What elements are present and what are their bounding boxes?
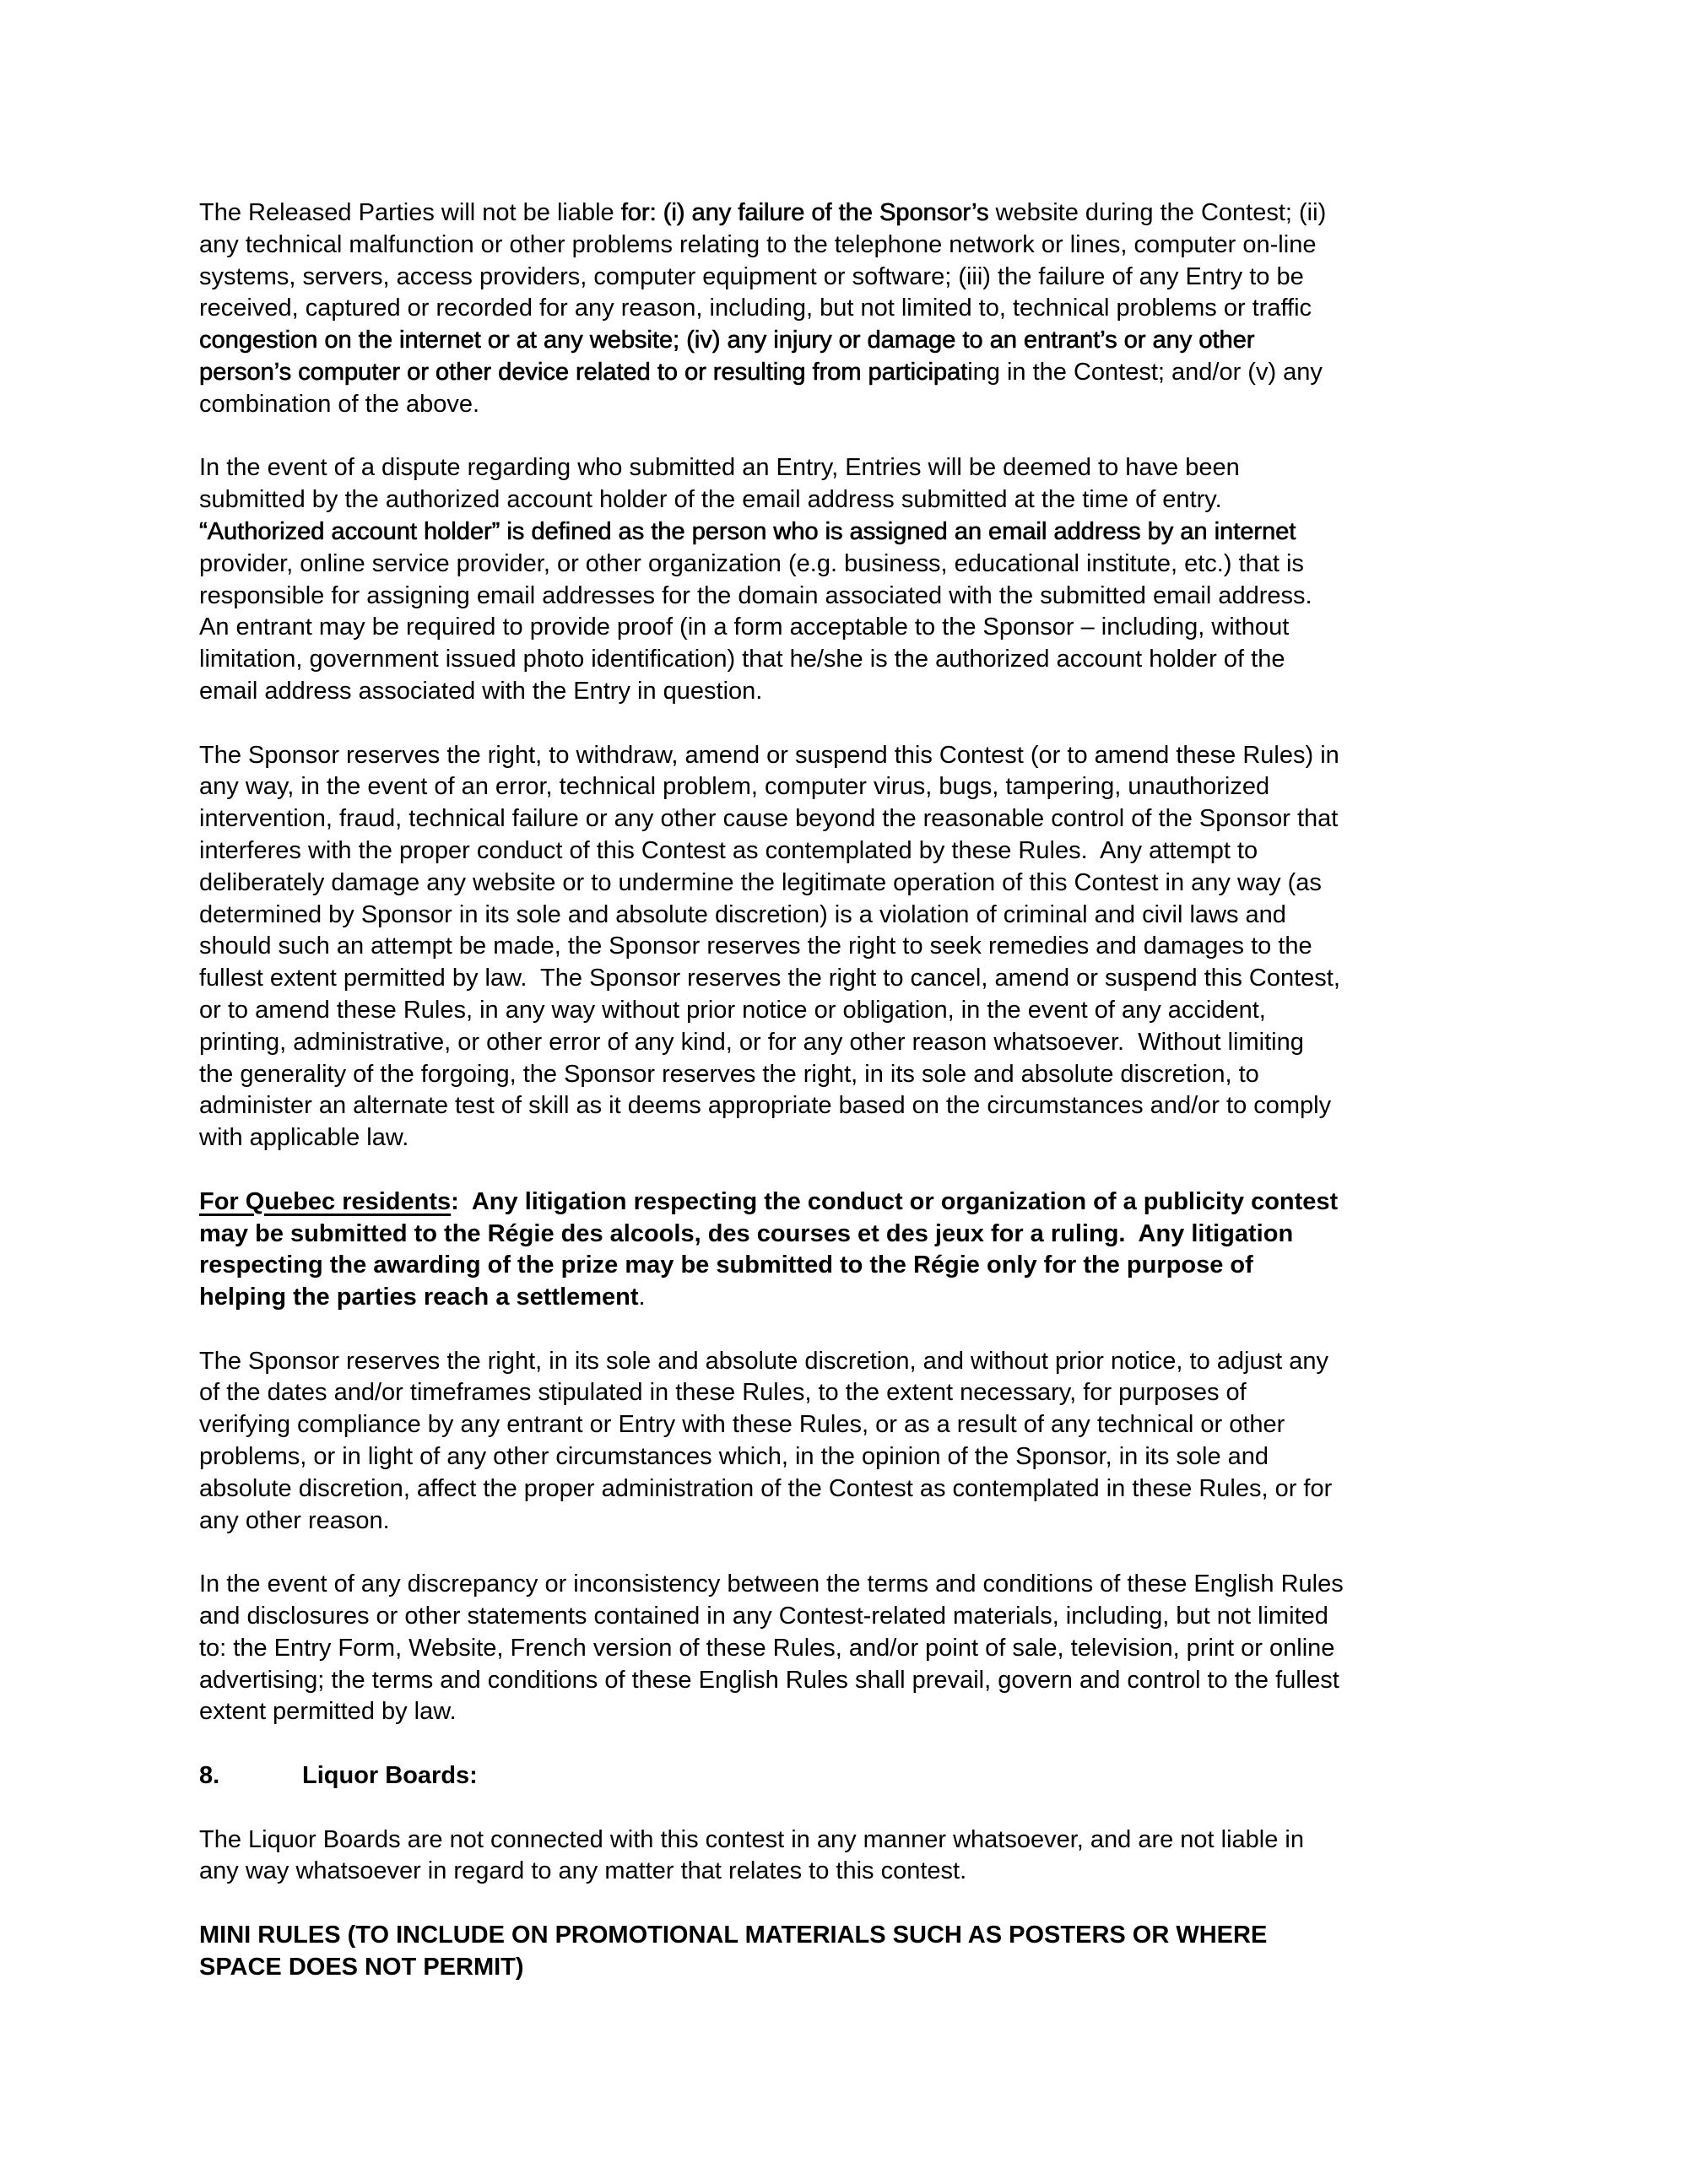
text-run: submitted by the authorized account holder of the email address submitted at the time of entry. bbox=[199, 486, 1222, 514]
sponsor-withdraw-amend-paragraph-line-2 bbox=[199, 771, 1503, 803]
sponsor-withdraw-amend-paragraph-line-12 bbox=[199, 1090, 1503, 1122]
text-run: of the dates and/or timeframes stipulated in these Rules, to the extent necessary, for purposes of bbox=[199, 1379, 1247, 1407]
quebec-residents-paragraph-line-3 bbox=[199, 1250, 1503, 1282]
adjust-dates-paragraph-line-5 bbox=[199, 1473, 1503, 1506]
text-run: An entrant may be required to provide proof (in a form acceptable to the Sponsor – including, without bbox=[199, 614, 1290, 641]
text-run: provider, online service provider, or other organization (e.g. business, educational institute, etc.) that is bbox=[199, 549, 1304, 577]
text-run: systems, servers, access providers, computer equipment or software; (iii) the failure of any Entry to be bbox=[199, 262, 1304, 290]
text-run: to: the Entry Form, Website, French version of these Rules, and/or point of sale, television, print or online bbox=[199, 1634, 1335, 1662]
text-run: : Any litigation respecting the conduct or organization of a publicity contest bbox=[451, 1187, 1339, 1215]
text-run: For Quebec residents bbox=[199, 1187, 452, 1215]
text-run: helping the parties reach a settlement bbox=[199, 1284, 639, 1311]
entry-dispute-paragraph-line-2 bbox=[199, 484, 1503, 516]
text-run: “Authorized account holder” is defined as the person who is assigned an email address by an internet bbox=[199, 517, 1296, 545]
text-run: combination of the above. bbox=[199, 390, 480, 418]
entry-dispute-paragraph bbox=[199, 452, 1503, 707]
english-rules-prevail-paragraph-line-2 bbox=[199, 1601, 1503, 1633]
english-rules-prevail-paragraph-line-1 bbox=[199, 1569, 1503, 1601]
adjust-dates-paragraph-line-3 bbox=[199, 1409, 1503, 1441]
text-run: limitation, government issued photo identification) that he/she is the authorized account holder of the bbox=[199, 646, 1285, 673]
text-run: absolute discretion, affect the proper administration of the Contest as contemplated in these Rules, or for bbox=[199, 1474, 1333, 1502]
released-parties-liability-paragraph-line-3 bbox=[199, 262, 1503, 294]
text-run: determined by Sponsor in its sole and absolute discretion) is a violation of criminal and civil laws and bbox=[199, 900, 1286, 928]
liquor-boards-paragraph bbox=[199, 1825, 1503, 1889]
released-parties-liability-paragraph-line-2 bbox=[199, 230, 1503, 262]
document-body bbox=[199, 197, 1503, 2015]
text-run: verifying compliance by any entrant or Entry with these Rules, or as a result of any technical or other bbox=[199, 1411, 1285, 1439]
text-run: or to amend these Rules, in any way without prior notice or obligation, in the event of any accident, bbox=[199, 996, 1266, 1024]
text-run: received, captured or recorded for any reason, including, but not limited to, technical problems or traffic bbox=[199, 295, 1312, 322]
adjust-dates-paragraph-line-2 bbox=[199, 1377, 1503, 1409]
text-run: MINI RULES (TO INCLUDE ON PROMOTIONAL MATERIALS SUCH AS POSTERS OR WHERE bbox=[199, 1922, 1268, 1949]
english-rules-prevail-paragraph bbox=[199, 1569, 1503, 1728]
text-run: interferes with the proper conduct of this Contest as contemplated by these Rules. Any attempt to bbox=[199, 836, 1258, 864]
text-run: website during the Contest; (ii) bbox=[988, 199, 1327, 226]
text-run: Liquor Boards: bbox=[302, 1762, 478, 1790]
quebec-residents-paragraph-line-4 bbox=[199, 1282, 1503, 1314]
sponsor-withdraw-amend-paragraph-line-5 bbox=[199, 868, 1503, 900]
sponsor-withdraw-amend-paragraph-line-11 bbox=[199, 1059, 1503, 1091]
entry-dispute-paragraph-line-3 bbox=[199, 516, 1503, 549]
english-rules-prevail-paragraph-line-3 bbox=[199, 1633, 1503, 1665]
sponsor-withdraw-amend-paragraph-line-6 bbox=[199, 900, 1503, 932]
text-run: deliberately damage any website or to undermine the legitimate operation of this Contest in any way (as bbox=[199, 868, 1322, 896]
quebec-residents-paragraph-line-1 bbox=[199, 1187, 1503, 1219]
liquor-boards-heading-line-1 bbox=[199, 1760, 1503, 1792]
text-run: SPACE DOES NOT PERMIT) bbox=[199, 1953, 524, 1981]
text-run: email address associated with the Entry in question. bbox=[199, 677, 763, 705]
text-run: may be submitted to the Régie des alcools, des courses et des jeux for a ruling. Any litigation bbox=[199, 1219, 1294, 1247]
mini-rules-heading-line-1 bbox=[199, 1920, 1503, 1952]
text-run: problems, or in light of any other circumstances which, in the opinion of the Sponsor, in its sole and bbox=[199, 1443, 1269, 1471]
quebec-residents-paragraph bbox=[199, 1187, 1503, 1314]
sponsor-withdraw-amend-paragraph-line-10 bbox=[199, 1027, 1503, 1059]
text-run: any way whatsoever in regard to any matter that relates to this contest. bbox=[199, 1857, 967, 1885]
text-run: any way, in the event of an error, technical problem, computer virus, bugs, tampering, unauthorized bbox=[199, 773, 1270, 801]
text-run: extent permitted by law. bbox=[199, 1698, 457, 1726]
sponsor-withdraw-amend-paragraph-line-7 bbox=[199, 931, 1503, 963]
sponsor-withdraw-amend-paragraph-line-1 bbox=[199, 740, 1503, 772]
section-number: 8. bbox=[199, 1762, 220, 1790]
sponsor-withdraw-amend-paragraph-line-4 bbox=[199, 835, 1503, 868]
text-run: . bbox=[638, 1284, 646, 1311]
quebec-residents-paragraph-line-2 bbox=[199, 1219, 1503, 1251]
text-run: respecting the awarding of the prize may be submitted to the Régie only for the purpose of bbox=[199, 1251, 1253, 1279]
entry-dispute-paragraph-line-1 bbox=[199, 452, 1503, 484]
released-parties-liability-paragraph-line-7 bbox=[199, 389, 1503, 421]
released-parties-liability-paragraph-line-1 bbox=[199, 197, 1503, 230]
liquor-boards-paragraph-line-2 bbox=[199, 1856, 1503, 1888]
text-run: for: (i) any failure of the Sponsor’s bbox=[620, 199, 989, 226]
text-run: ing in the Contest; and/or (v) any bbox=[967, 358, 1323, 386]
text-run: The Sponsor reserves the right, in its sole and absolute discretion, and without prior notice, to adjust any bbox=[199, 1347, 1328, 1375]
english-rules-prevail-paragraph-line-4 bbox=[199, 1665, 1503, 1697]
text-run: should such an attempt be made, the Sponsor reserves the right to seek remedies and damages to the bbox=[199, 933, 1312, 960]
released-parties-liability-paragraph-line-4 bbox=[199, 293, 1503, 325]
text-run: responsible for assigning email addresses for the domain associated with the submitted email address. bbox=[199, 581, 1312, 609]
released-parties-liability-paragraph-line-6 bbox=[199, 357, 1503, 389]
text-run: In the event of any discrepancy or inconsistency between the terms and conditions of these English Rules bbox=[199, 1570, 1344, 1598]
sponsor-withdraw-amend-paragraph-line-3 bbox=[199, 803, 1503, 835]
text-run: fullest extent permitted by law. The Sponsor reserves the right to cancel, amend or suspend this Contest, bbox=[199, 965, 1340, 992]
text-run: with applicable law. bbox=[199, 1124, 409, 1152]
sponsor-withdraw-amend-paragraph-line-8 bbox=[199, 963, 1503, 995]
text-run: administer an alternate test of skill as it deems appropriate based on the circumstances and/or to comply bbox=[199, 1092, 1332, 1120]
sponsor-withdraw-amend-paragraph-line-9 bbox=[199, 995, 1503, 1027]
liquor-boards-heading bbox=[199, 1760, 1503, 1792]
text-run: the generality of the forgoing, the Sponsor reserves the right, in its sole and absolute discretion, to bbox=[199, 1060, 1259, 1088]
text-run: and disclosures or other statements contained in any Contest-related materials, including, but not limited bbox=[199, 1603, 1328, 1630]
text-run: any other reason. bbox=[199, 1506, 390, 1534]
text-run: The Liquor Boards are not connected with this contest in any manner whatsoever, and are not liable in bbox=[199, 1825, 1305, 1853]
liquor-boards-paragraph-line-1 bbox=[199, 1825, 1503, 1857]
adjust-dates-paragraph-line-4 bbox=[199, 1441, 1503, 1473]
entry-dispute-paragraph-line-4 bbox=[199, 549, 1503, 581]
adjust-dates-paragraph bbox=[199, 1346, 1503, 1538]
entry-dispute-paragraph-line-8 bbox=[199, 676, 1503, 708]
sponsor-withdraw-amend-paragraph-line-13 bbox=[199, 1122, 1503, 1154]
entry-dispute-paragraph-line-5 bbox=[199, 581, 1503, 613]
text-run: advertising; the terms and conditions of these English Rules shall prevail, govern and control to the fullest bbox=[199, 1666, 1339, 1694]
adjust-dates-paragraph-line-1 bbox=[199, 1346, 1503, 1378]
text-run: The Sponsor reserves the right, to withdraw, amend or suspend this Contest (or to amend these Rules) in bbox=[199, 741, 1339, 769]
entry-dispute-paragraph-line-6 bbox=[199, 612, 1503, 644]
text-run: person’s computer or other device related to or resulting from participat bbox=[199, 358, 968, 386]
text-run: printing, administrative, or other error of any kind, or for any other reason whatsoever. Without limiting bbox=[199, 1028, 1304, 1056]
text-run: intervention, fraud, technical failure or any other cause beyond the reasonable control of the Sponsor that bbox=[199, 805, 1339, 833]
mini-rules-heading bbox=[199, 1920, 1503, 1984]
text-run: any technical malfunction or other problems relating to the telephone network or lines, computer on-line bbox=[199, 230, 1317, 258]
text-run: In the event of a dispute regarding who submitted an Entry, Entries will be deemed to have been bbox=[199, 454, 1240, 482]
entry-dispute-paragraph-line-7 bbox=[199, 644, 1503, 676]
text-run: congestion on the internet or at any website; (iv) any injury or damage to an entrant’s or any other bbox=[199, 327, 1255, 354]
mini-rules-heading-line-2 bbox=[199, 1952, 1503, 1984]
english-rules-prevail-paragraph-line-5 bbox=[199, 1696, 1503, 1728]
adjust-dates-paragraph-line-6 bbox=[199, 1506, 1503, 1538]
released-parties-liability-paragraph bbox=[199, 197, 1503, 421]
sponsor-withdraw-amend-paragraph bbox=[199, 740, 1503, 1154]
released-parties-liability-paragraph-line-5 bbox=[199, 325, 1503, 357]
text-run: The Released Parties will not be liable bbox=[199, 199, 621, 226]
